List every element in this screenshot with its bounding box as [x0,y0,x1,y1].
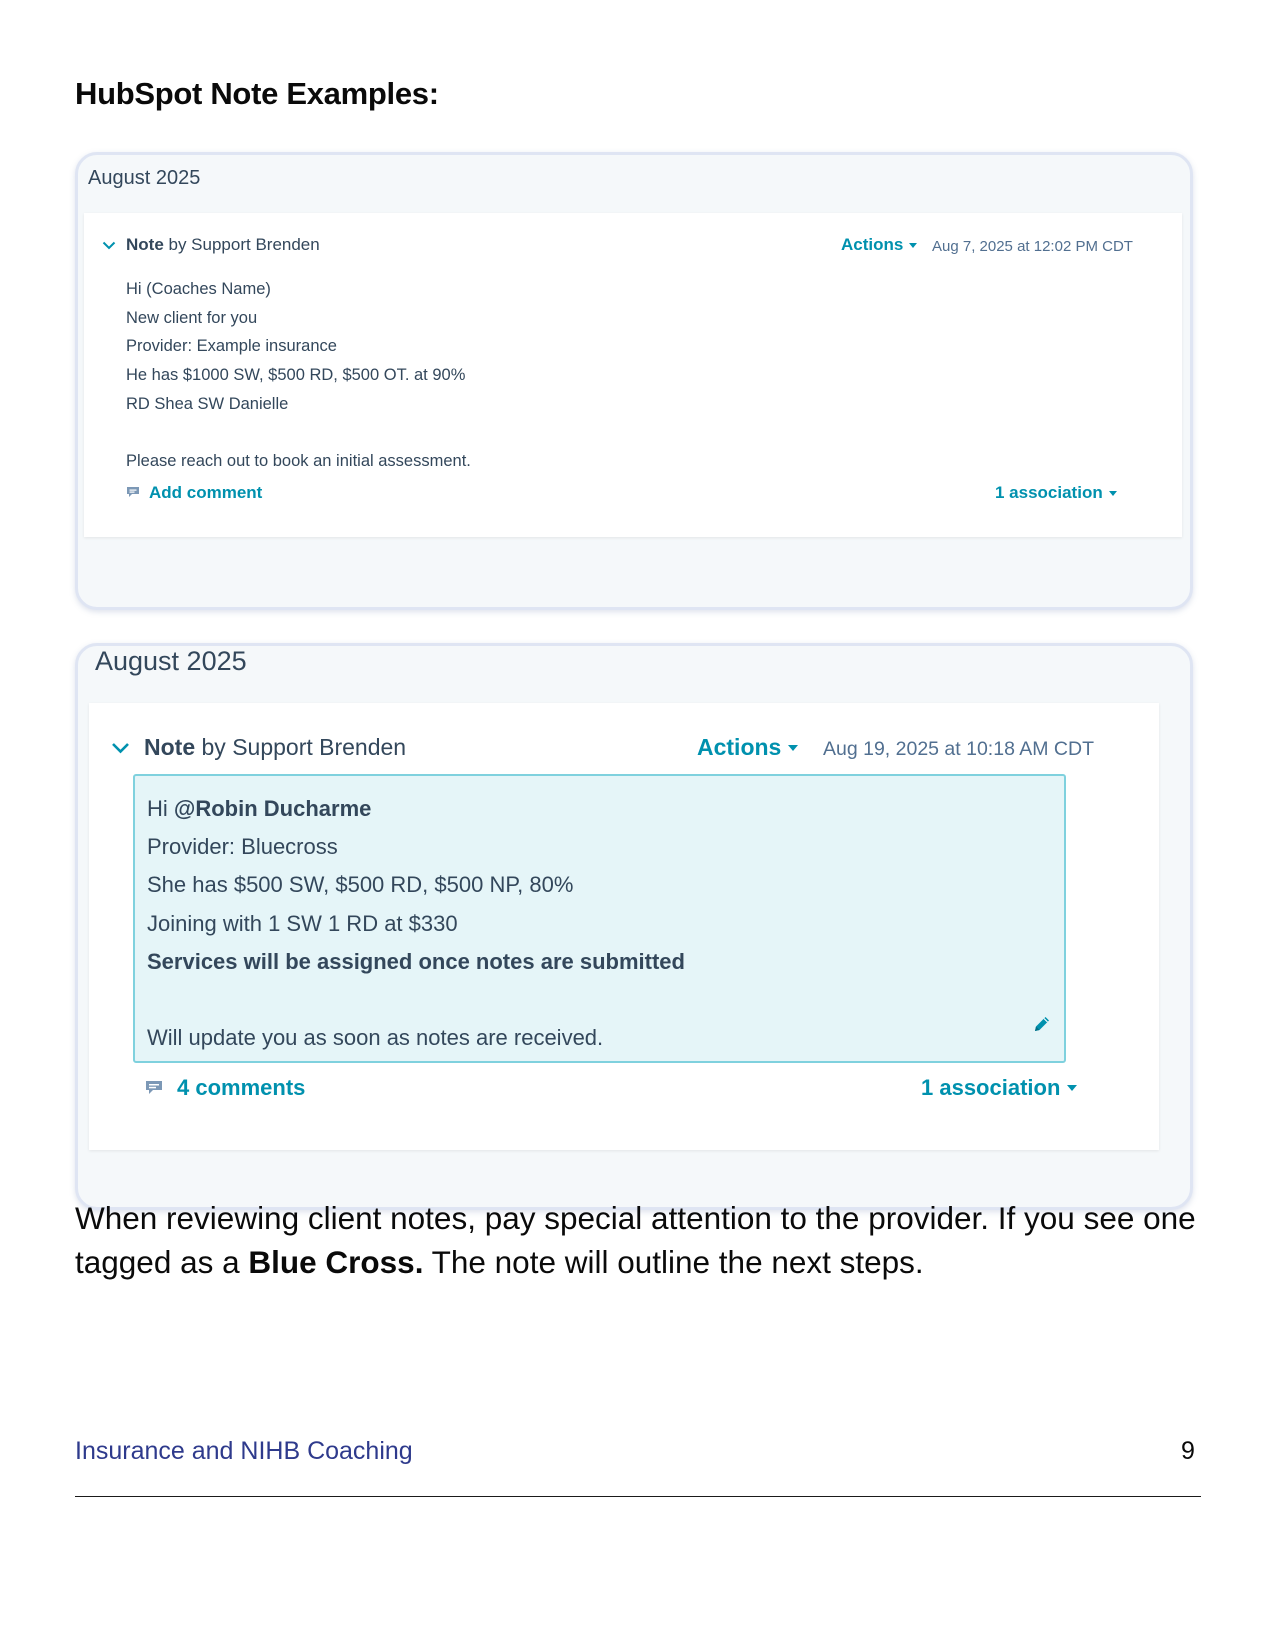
pencil-edit-icon[interactable] [1032,1014,1052,1039]
note-author: by Support Brenden [195,734,407,760]
caret-down-icon [1109,491,1117,496]
actions-label: Actions [697,734,782,760]
note-body-editor[interactable] [133,774,1066,1063]
association-label: 1 association [995,483,1103,502]
note-header [102,235,320,255]
guidance-paragraph [75,1196,1205,1284]
page-heading: HubSpot Note Examples: [75,76,439,111]
note-card [84,213,1182,537]
note-line [126,419,471,448]
caret-down-icon [1067,1085,1077,1091]
note-header [111,734,406,761]
greeting-text: Hi [147,796,174,821]
chevron-down-icon[interactable] [102,241,116,250]
chevron-down-icon[interactable] [111,742,130,754]
mention-tag[interactable]: @Robin Ducharme [173,796,372,821]
note-line: Will update you as soon as notes are received. [147,1025,604,1051]
actions-dropdown[interactable] [697,734,798,761]
footer-title: Insurance and NIHB Coaching [75,1437,413,1465]
note-screenshot-2 [75,643,1193,1210]
actions-dropdown[interactable] [841,235,917,255]
note-greeting-line [147,790,685,828]
timeline-month-header: August 2025 [88,167,201,189]
note-screenshot-1 [75,152,1193,610]
note-line: Joining with 1 SW 1 RD at $330 [147,910,458,936]
page-number: 9 [1181,1437,1195,1465]
note-body [147,790,685,1057]
note-bold-line: Services will be assigned once notes are submitted [147,948,685,974]
actions-label: Actions [841,235,904,254]
caret-down-icon [909,243,917,248]
note-line: RD Shea SW Danielle [126,394,289,413]
note-label: Note [126,235,164,254]
note-title [126,235,320,255]
note-line: Provider: Example insurance [126,337,337,356]
paragraph-bold: Blue Cross. [248,1244,424,1280]
note-body [126,275,471,476]
association-dropdown[interactable] [995,483,1117,503]
note-line: Hi (Coaches Name) [126,280,271,298]
note-line: New client for you [126,308,258,327]
caret-down-icon [788,745,798,751]
note-line: He has $1000 SW, $500 RD, $500 OT. at 90% [126,366,466,385]
association-dropdown[interactable] [921,1075,1077,1101]
comment-icon [145,1075,163,1101]
add-comment-label: Add comment [149,483,263,502]
note-line: Please reach out to book an initial assessment. [126,452,471,471]
footer-divider [75,1496,1201,1497]
paragraph-text: When reviewing client notes, pay special attention to the provider. If you see one tagged as a [75,1200,1196,1280]
note-blank-line [147,981,685,1019]
note-timestamp: Aug 7, 2025 at 12:02 PM CDT [932,238,1133,255]
comment-icon [126,483,140,503]
paragraph-text-end: The note will outline the next steps. [423,1244,924,1280]
note-label: Note [144,734,196,760]
timeline-month-header: August 2025 [95,646,247,676]
add-comment-link[interactable] [126,483,262,503]
comments-link[interactable] [145,1075,305,1101]
note-timestamp: Aug 19, 2025 at 10:18 AM CDT [823,738,1095,760]
comments-label: 4 comments [177,1075,306,1100]
note-card [89,703,1159,1150]
association-label: 1 association [921,1075,1061,1100]
note-line: She has $500 SW, $500 RD, $500 NP, 80% [147,872,574,898]
note-title [144,734,406,761]
note-line: Provider: Bluecross [147,834,338,860]
note-author: by Support Brenden [163,235,320,254]
